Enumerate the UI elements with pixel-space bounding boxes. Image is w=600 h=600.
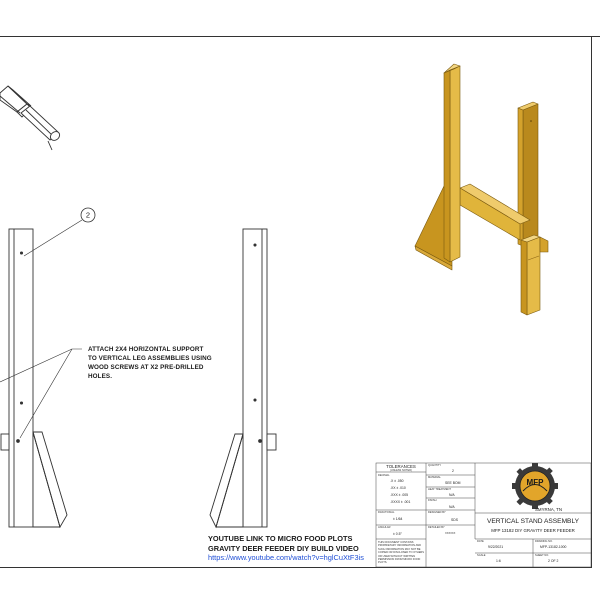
tol-row-2: .XX ± .010 (390, 486, 406, 490)
isometric-assembly-view (415, 64, 548, 315)
heat-value: N/A (449, 493, 455, 497)
note-line-2: TO VERTICAL LEG ASSEMBLIES USING (88, 355, 212, 362)
quantity-label: QUANTITY (428, 464, 442, 467)
youtube-link[interactable]: https://www.youtube.com/watch?v=hglCuXtF3is (208, 553, 364, 562)
tol-row-3: .XXX ± .005 (390, 493, 409, 497)
drawing-subtitle: MFP 13182 DIY GRAVITY DEER FEEDER (491, 528, 575, 533)
note-line-4: HOLES. (88, 373, 113, 380)
drawing-title: VERTICAL STAND ASSEMBLY (486, 518, 580, 525)
balloon-callout (24, 208, 95, 256)
angular-value: ± 0.5° (393, 532, 402, 536)
note-line-1: ATTACH 2X4 HORIZONTAL SUPPORT (88, 346, 204, 353)
date-label: DATE (477, 540, 484, 543)
sheet-label: SHEET NO. (535, 554, 549, 557)
designed-value: SDS (451, 518, 458, 522)
scale-value: 1:6 (496, 559, 501, 563)
youtube-reference (208, 534, 378, 563)
scale-label: SCALE (477, 554, 486, 557)
location: SMYRNA, TN (535, 507, 562, 512)
lower-block-face (527, 237, 540, 315)
tol-row-1: .X ± .050 (390, 479, 404, 483)
mfp-logo (512, 463, 558, 509)
logo-text: MFP (526, 478, 544, 487)
date-value: 9/22/2021 (488, 545, 504, 549)
material-value: SEE BOM (445, 481, 461, 485)
checked-value: XXXXXX (445, 532, 456, 535)
assembly-note (88, 345, 248, 381)
hardware-detail (0, 86, 61, 150)
heat-label: HEAT TREATMENT (428, 488, 452, 491)
finish-value: N/A (449, 505, 455, 509)
tol-row-4: .XXXX ± .001 (390, 500, 411, 504)
note-line-3: WOOD SCREWS AT X2 PRE-DRILLED (88, 364, 204, 371)
balloon-number: 2 (85, 210, 91, 220)
front-post-face (450, 66, 460, 262)
rear-post-side (523, 104, 538, 246)
angular-label: ANGULAR (378, 526, 391, 529)
designed-label: DESIGNED BY (428, 511, 446, 514)
decimal-label: DECIMAL (378, 474, 390, 477)
youtube-line-2: GRAVITY DEER FEEDER DIY BUILD VIDEO (208, 543, 359, 553)
front-post-side (444, 70, 450, 262)
drawing-no-value: MFP-13182-1000 (540, 545, 567, 549)
fractional-label: FRACTIONAL (378, 511, 395, 514)
disclaimer: THIS DOCUMENT CONTAINS PROPRIETARY INFORMATION AND SUCH INFORMATION MAY NOT BE COPIED OR DISCLOSED TO OTHERS OR USED WITHOUT WRITTEN PERMISSION FROM MICRO FOOD PLOTS. (378, 541, 425, 565)
drawing-no-label: DRAWING NO. (535, 540, 553, 543)
material-label: MATERIAL (428, 476, 441, 479)
quantity-value: 2 (452, 469, 454, 473)
tolerances-sub: (UNLESS NOTED) (390, 469, 412, 472)
youtube-line-1: YOUTUBE LINK TO MICRO FOOD PLOTS (208, 534, 353, 543)
checked-label: DETAILED BY (428, 526, 445, 529)
left-leg-elevation (1, 229, 67, 527)
finish-label: FINISH (428, 499, 437, 502)
fractional-value: ± 1/64 (393, 517, 403, 521)
tolerances-header: TOLERANCES (386, 464, 416, 469)
sheet-value: 2 OF 2 (548, 559, 559, 563)
